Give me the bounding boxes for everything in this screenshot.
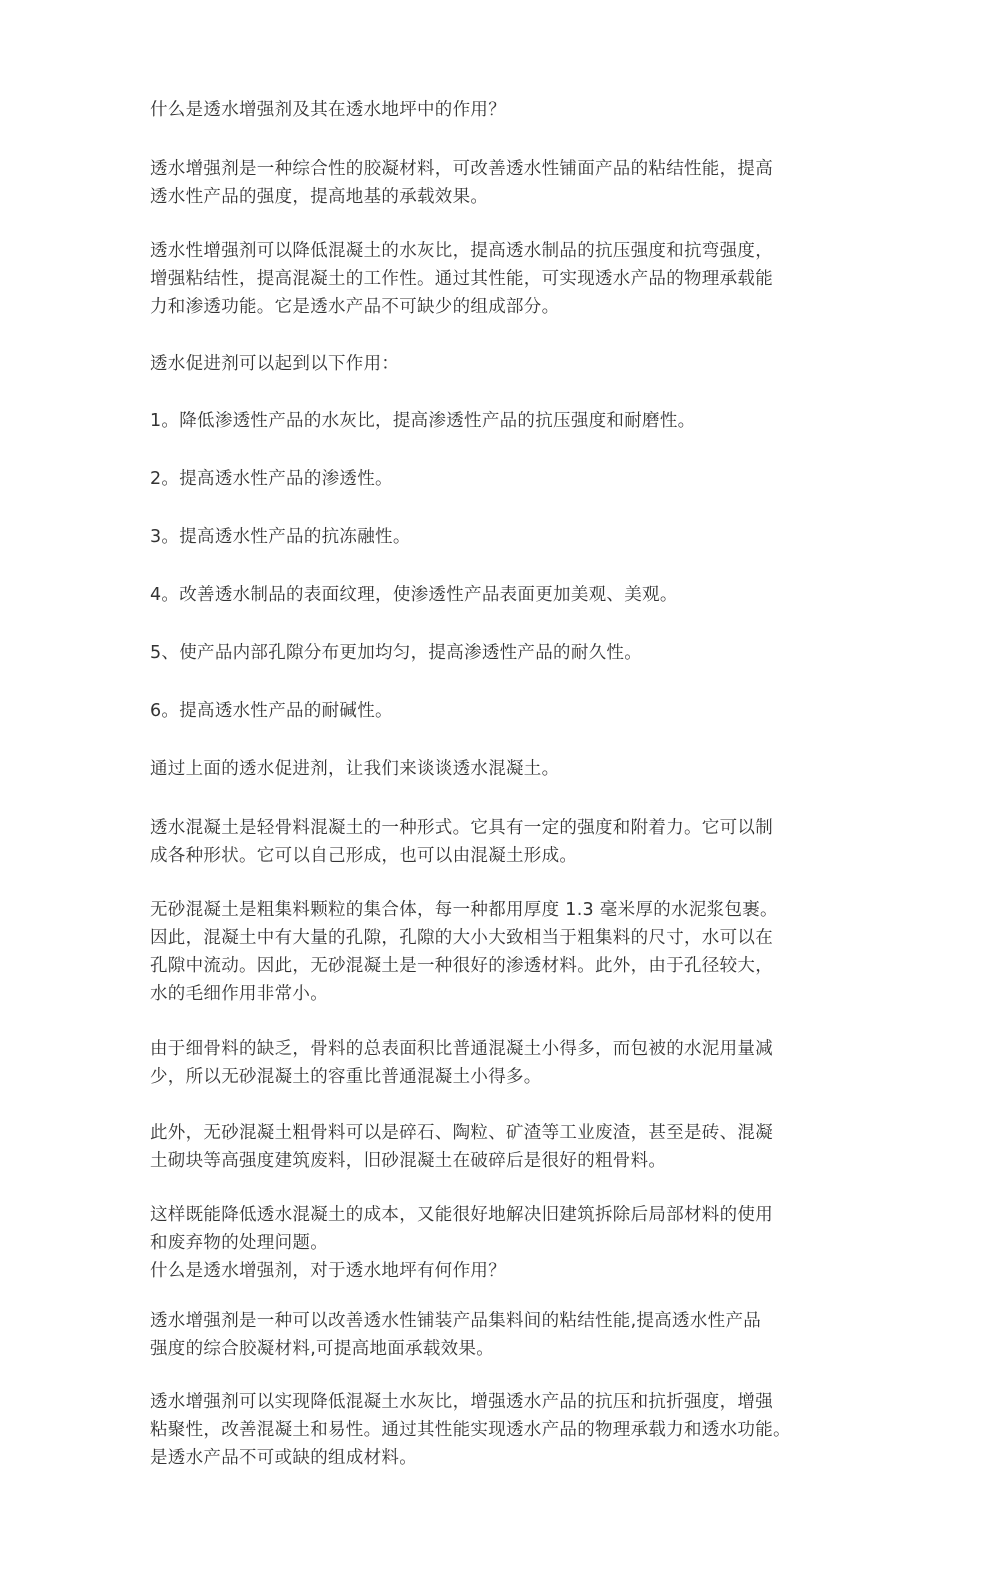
paragraph: [150, 1307, 860, 1363]
text-line: 3。提高透水性产品的抗冻融性。: [150, 527, 411, 547]
paragraph: [150, 896, 860, 1008]
paragraph: [150, 1388, 860, 1472]
text-line: 透水性产品的强度，提高地基的承载效果。: [150, 187, 489, 207]
list-item: [150, 465, 860, 493]
text-line: 少，所以无砂混凝土的容重比普通混凝土小得多。: [150, 1067, 542, 1087]
paragraph: [150, 155, 860, 211]
text-line: 通过上面的透水促进剂，让我们来谈谈透水混凝土。: [150, 759, 560, 779]
list-item: [150, 581, 860, 609]
text-line: 因此，混凝土中有大量的孔隙，孔隙的大小大致相当于粗集料的尺寸，水可以在: [150, 928, 773, 948]
text-line: 什么是透水增强剂，对于透水地坪有何作用？: [150, 1261, 506, 1281]
text-line: 2。提高透水性产品的渗透性。: [150, 469, 393, 489]
paragraph: [150, 237, 860, 321]
text-line: 力和渗透功能。它是透水产品不可缺少的组成部分。: [150, 297, 560, 317]
text-line: 透水增强剂可以实现降低混凝土水灰比，增强透水产品的抗压和抗折强度，增强: [150, 1392, 773, 1412]
text-line: 增强粘结性，提高混凝土的工作性。通过其性能，可实现透水产品的物理承载能: [150, 269, 773, 289]
list-item: [150, 407, 860, 435]
text-line: 成各种形状。它可以自己形成，也可以由混凝土形成。: [150, 846, 578, 866]
text-line: 透水增强剂是一种可以改善透水性铺装产品集料间的粘结性能,提高透水性产品: [150, 1311, 762, 1331]
text-line: 是透水产品不可或缺的组成材料。: [150, 1448, 417, 1468]
text-line: 透水混凝土是轻骨料混凝土的一种形式。它具有一定的强度和附着力。它可以制: [150, 818, 773, 838]
text-line: 和废弃物的处理问题。: [150, 1233, 328, 1253]
paragraph: [150, 755, 860, 783]
text-line: 由于细骨料的缺乏，骨料的总表面积比普通混凝土小得多，而包被的水泥用量减: [150, 1039, 773, 1059]
paragraph: [150, 1035, 860, 1091]
text-line: 粘聚性，改善混凝土和易性。通过其性能实现透水产品的物理承载力和透水功能。: [150, 1420, 791, 1440]
paragraph: [150, 814, 860, 870]
text-line: 无砂混凝土是粗集料颗粒的集合体，每一种都用厚度 1.3 毫米厚的水泥浆包裹。: [150, 900, 778, 920]
list-item: [150, 523, 860, 551]
paragraph: [150, 1119, 860, 1175]
text-line: 水的毛细作用非常小。: [150, 984, 328, 1004]
text-line: 5、使产品内部孔隙分布更加均匀，提高渗透性产品的耐久性。: [150, 643, 643, 663]
text-line: 透水增强剂是一种综合性的胶凝材料，可改善透水性铺面产品的粘结性能，提高: [150, 159, 773, 179]
text-line: 什么是透水增强剂及其在透水地坪中的作用？: [150, 100, 506, 120]
text-line: 1。降低渗透性产品的水灰比，提高渗透性产品的抗压强度和耐磨性。: [150, 411, 696, 431]
text-line: 透水性增强剂可以降低混凝土的水灰比，提高透水制品的抗压强度和抗弯强度，: [150, 241, 773, 261]
text-line: 4。改善透水制品的表面纹理，使渗透性产品表面更加美观、美观。: [150, 585, 678, 605]
text-line: 孔隙中流动。因此，无砂混凝土是一种很好的渗透材料。此外，由于孔径较大，: [150, 956, 773, 976]
text-line: 这样既能降低透水混凝土的成本，又能很好地解决旧建筑拆除后局部材料的使用: [150, 1205, 773, 1225]
text-line: 6。提高透水性产品的耐碱性。: [150, 701, 393, 721]
text-line: 土砌块等高强度建筑废料，旧砂混凝土在破碎后是很好的粗骨料。: [150, 1151, 667, 1171]
list-item: [150, 697, 860, 725]
list-item: [150, 639, 860, 667]
text-line: 透水促进剂可以起到以下作用：: [150, 354, 400, 374]
text-line: 强度的综合胶凝材料,可提高地面承载效果。: [150, 1339, 495, 1359]
paragraph: [150, 350, 860, 378]
paragraph-title-1: [150, 96, 860, 124]
text-line: 此外，无砂混凝土粗骨料可以是碎石、陶粒、矿渣等工业废渣，甚至是砖、混凝: [150, 1123, 773, 1143]
paragraph: [150, 1201, 860, 1285]
